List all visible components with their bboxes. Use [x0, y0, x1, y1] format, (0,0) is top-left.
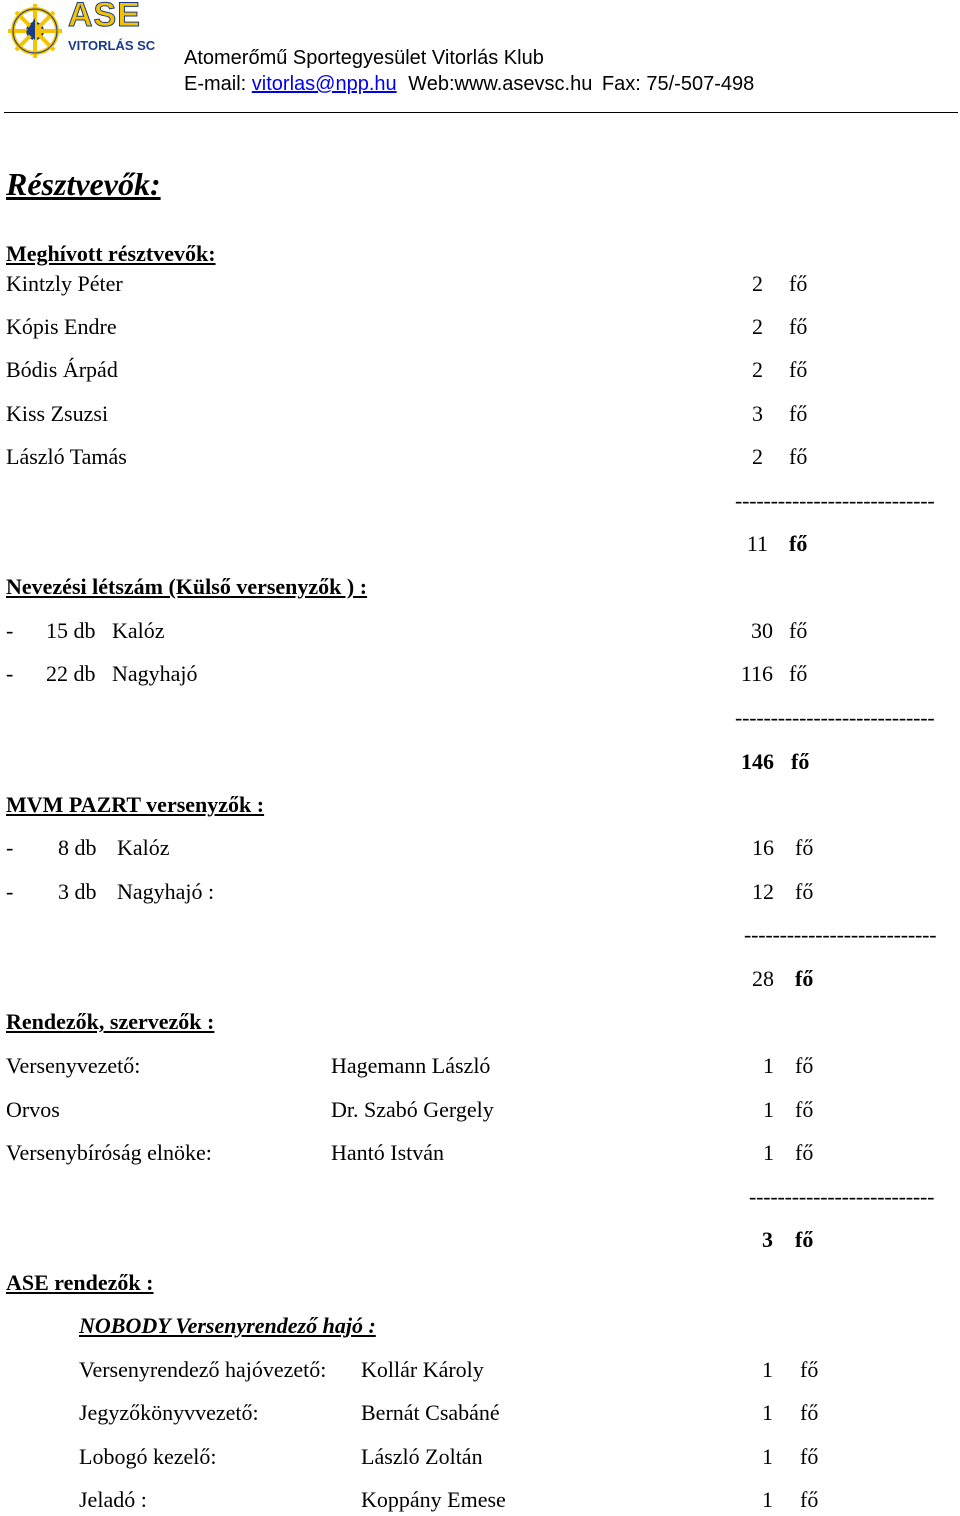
sum-separator: ----------------------------	[735, 488, 935, 513]
organizer-role: Versenybíróság elnöke:	[6, 1140, 212, 1165]
external-total-unit: fő	[791, 749, 810, 774]
ase-heading: ASE rendezők :	[6, 1270, 154, 1295]
boat-quantity: 22 db	[46, 661, 96, 686]
participant-unit: fő	[800, 1444, 819, 1469]
participant-unit: fő	[789, 618, 808, 643]
participant-count: 1	[763, 1097, 774, 1122]
boat-class: Nagyhajó	[112, 661, 198, 686]
logo-subtext: VITORLÁS SC	[68, 38, 156, 53]
row-dash: -	[6, 879, 14, 904]
participant-unit: fő	[789, 271, 808, 296]
participant-count: 3	[752, 401, 763, 426]
participant-count: 1	[763, 1053, 774, 1078]
participant-unit: fő	[795, 1097, 814, 1122]
participant-count: 1	[762, 1487, 773, 1512]
participant-count: 116	[740, 661, 773, 686]
participant-name: László Tamás	[6, 444, 127, 469]
organizer-name: Hantó István	[331, 1140, 445, 1165]
mvm-total: 28	[752, 966, 774, 991]
contact-line	[184, 72, 754, 96]
participant-count: 1	[762, 1400, 773, 1425]
boat-class: Kalóz	[112, 618, 165, 643]
participant-unit: fő	[795, 1053, 814, 1078]
participant-count: 2	[752, 357, 763, 382]
invited-heading: Meghívott résztvevők:	[6, 241, 216, 266]
participant-unit: fő	[789, 444, 808, 469]
sum-separator: ----------------------------	[735, 705, 935, 730]
sum-separator: --------------------------	[749, 1184, 935, 1209]
participant-unit: fő	[789, 314, 808, 339]
club-logo	[4, 2, 164, 62]
participant-count: 12	[752, 879, 774, 904]
crew-name: Bernát Csabáné	[361, 1400, 500, 1425]
participant-unit: fő	[800, 1400, 819, 1425]
boat-class: Kalóz	[117, 835, 170, 860]
participant-name: Kintzly Péter	[6, 271, 123, 296]
email-label: E-mail:	[184, 73, 252, 95]
sum-separator: ---------------------------	[744, 922, 937, 947]
row-dash: -	[6, 661, 14, 686]
crew-role: Jegyzőkönyvvezető:	[79, 1400, 259, 1425]
ship-wheel-icon	[4, 2, 66, 60]
invited-total: 11	[746, 531, 768, 556]
organizers-total: 3	[762, 1227, 773, 1252]
crew-role: Jeladó :	[79, 1487, 147, 1512]
web-text: Web:www.asevsc.hu	[408, 73, 593, 95]
boat-quantity: 15 db	[46, 618, 96, 643]
organizers-heading: Rendezők, szervezők :	[6, 1009, 215, 1034]
logo-text: ASE	[68, 0, 141, 34]
crew-name: László Zoltán	[361, 1444, 483, 1469]
participant-unit: fő	[795, 1140, 814, 1165]
organizer-role: Versenyvezető:	[6, 1053, 141, 1078]
participant-unit: fő	[789, 661, 808, 686]
boat-quantity: 3 db	[58, 879, 97, 904]
ase-subheading: NOBODY Versenyrendező hajó :	[79, 1313, 376, 1338]
organizer-name: Hagemann László	[331, 1053, 491, 1078]
mvm-heading: MVM PAZRT versenyzők :	[6, 792, 265, 817]
organizer-name: Dr. Szabó Gergely	[331, 1097, 494, 1122]
participant-count: 2	[752, 314, 763, 339]
external-total: 146	[741, 749, 774, 774]
participant-count: 1	[763, 1140, 774, 1165]
header-divider	[4, 112, 958, 113]
participant-count: 1	[762, 1357, 773, 1382]
external-heading: Nevezési létszám (Külső versenyzők ) :	[6, 574, 368, 599]
club-name: Atomerőmű Sportegyesület Vitorlás Klub	[184, 47, 544, 69]
boat-class: Nagyhajó :	[117, 879, 215, 904]
participant-count: 2	[752, 271, 763, 296]
organizer-role: Orvos	[6, 1097, 60, 1122]
participant-count: 1	[762, 1444, 773, 1469]
participant-unit: fő	[795, 835, 814, 860]
participant-unit: fő	[789, 401, 808, 426]
participant-name: Kópis Endre	[6, 314, 117, 339]
email-link[interactable]: vitorlas@npp.hu	[251, 73, 397, 95]
participant-name: Bódis Árpád	[6, 357, 118, 382]
participant-unit: fő	[800, 1357, 819, 1382]
row-dash: -	[6, 618, 14, 643]
crew-name: Kollár Károly	[361, 1357, 484, 1382]
participant-name: Kiss Zsuzsi	[6, 401, 109, 426]
participant-unit: fő	[789, 357, 808, 382]
participant-unit: fő	[800, 1487, 819, 1512]
crew-role: Lobogó kezelő:	[79, 1444, 217, 1469]
organizers-total-unit: fő	[795, 1227, 814, 1252]
participant-count: 16	[752, 835, 774, 860]
crew-name: Koppány Emese	[361, 1487, 506, 1512]
participant-count: 30	[751, 618, 773, 643]
participant-unit: fő	[795, 879, 814, 904]
boat-quantity: 8 db	[58, 835, 97, 860]
mvm-total-unit: fő	[795, 966, 814, 991]
crew-role: Versenyrendező hajóvezető:	[79, 1357, 327, 1382]
participant-count: 2	[752, 444, 763, 469]
page-title: Résztvevők:	[6, 166, 161, 202]
fax-text: Fax: 75/-507-498	[601, 73, 755, 95]
invited-total-unit: fő	[789, 531, 808, 556]
row-dash: -	[6, 835, 14, 860]
